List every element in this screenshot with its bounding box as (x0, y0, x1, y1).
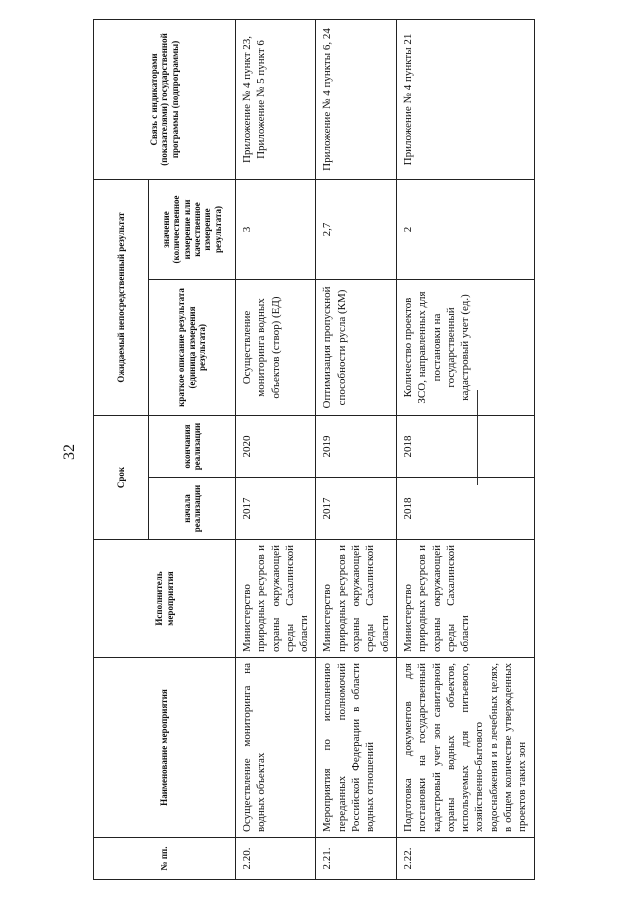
table-row (236, 19, 316, 879)
header-term: Срок (94, 415, 149, 539)
row-end: 2019 (316, 415, 396, 477)
row-executor: Министерство природных ресурсов и охраны окружающей среды Сахалинской области (396, 540, 534, 658)
header-name: Наименование мероприятия (94, 658, 236, 838)
row-value: 2,7 (316, 179, 396, 279)
row-value: 2 (396, 179, 534, 279)
header-executor: Исполнитель мероприятия (94, 540, 236, 658)
row-name: Мероприятия по исполнению переданных полномочий Российской Федерации в области водных отношений (316, 658, 396, 838)
row-start: 2018 (396, 478, 534, 540)
row-link: Приложение № 4 пункт 23, Приложение № 5 пункт 6 (236, 19, 316, 179)
row-end: 2020 (236, 415, 316, 477)
row-start: 2017 (236, 478, 316, 540)
row-end: 2018 (396, 415, 534, 477)
row-name: Осуществление мониторинга на водных объектах (236, 658, 316, 838)
row-executor: Министерство природных ресурсов и охраны окружающей среды Сахалинской области (316, 540, 396, 658)
row-num: 2.22. (396, 838, 534, 880)
program-activities-table (93, 19, 535, 880)
row-num: 2.20. (236, 838, 316, 880)
row-name: Подготовка документов для постановки на государственный кадастровый учет зон санитарной охраны водных объектов, используемых для питьевого, хозяйственно-бытового водоснабжения и в лечебных целях, в общем количестве утвержденных проектов таких зон (396, 658, 534, 838)
table-row (396, 19, 534, 879)
row-link: Приложение № 4 пункты 21 (396, 19, 534, 179)
row-executor: Министерство природных ресурсов и охраны окружающей среды Сахалинской области (236, 540, 316, 658)
header-term-start: начала реализации (149, 478, 236, 540)
header-result-value: значение (количественное измерение или качественное измерение результата) (149, 179, 236, 279)
table-row (316, 19, 396, 879)
row-link: Приложение № 4 пункты 6, 24 (316, 19, 396, 179)
row-desc: Оптимизация пропускной способности русла (КМ) (316, 279, 396, 415)
page-number: 32 (61, 444, 78, 460)
header-link: Связь с индикаторами (показателями) государственной программы (подпрограммы) (94, 19, 236, 179)
row-start: 2017 (316, 478, 396, 540)
header-num: № пп. (94, 838, 236, 880)
header-result: Ожидаемый непосредственный результат (94, 179, 149, 415)
rotated-table-container (93, 20, 529, 880)
row-value: 3 (236, 179, 316, 279)
header-result-desc: краткое описание результата (единица измерения результата) (149, 279, 236, 415)
header-term-end: окончания реализации (149, 415, 236, 477)
row-num: 2.21. (316, 838, 396, 880)
row-desc: Осуществление мониторинга водных объектов (створ) (ЕД) (236, 279, 316, 415)
row-desc: Количество проектов ЗСО, направленных для постановки на государственный кадастровый учет (ед.) (396, 279, 534, 415)
